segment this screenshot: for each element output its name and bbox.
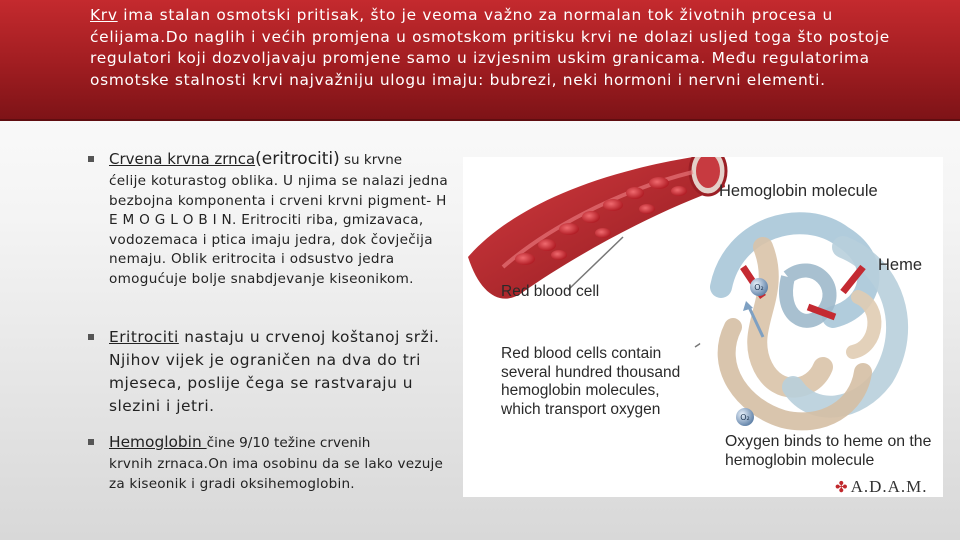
oxygen-sphere xyxy=(750,278,768,296)
rbc-cell xyxy=(595,228,611,238)
bullet-marker xyxy=(88,334,94,340)
leaf-icon: ✤ xyxy=(835,480,849,496)
blood-vessel xyxy=(468,157,726,299)
hemoglobin-figure xyxy=(463,157,943,497)
rbc-cell xyxy=(639,204,655,214)
bullet1-text: ćelije koturastog oblika. U njima se nalazi jedna bezbojna komponenta i crveni krvni pigment- H E M O G L O B I N. Eritrociti riba, gmizavaca, vodozemaca i ptica imaju jedra, dok čovječija nemaju. Oblik eritrocita i odsustvo jedra omogućuje bolje snabdjevanje kiseonikom. xyxy=(109,173,449,287)
oxygen-binds-label: Oxygen binds to heme on the hemoglobin molecule xyxy=(725,433,932,469)
term-hemoglobin: Hemoglobin xyxy=(109,433,207,451)
term-krv: Krv xyxy=(90,6,118,24)
intro-text: ima stalan osmotski pritisak, što je veoma važno za normalan tok životnih procesa u ćelijama.Do naglih i većih promjena u osmotskom pritisku krvi ne dolazi usljed toga što postoje regulatori koji dozvoljavaju promjene samo u izvjesnim uskim granicama. Među regulatorima osmotske stalnosti krvi najvažniju ulogu imaju: bubrezi, neki hormoni i nervni elementi. xyxy=(90,6,890,89)
rbc-cell xyxy=(582,211,600,223)
term-crvena-krvna-zrnca: Crvena krvna zrnca xyxy=(109,150,256,168)
rbc-cell xyxy=(559,223,579,235)
bullet2-text: nastaju u crvenoj koštanoj srži. Njihov vijek je ograničen na dva do tri mjeseca, poslije čega se rastvaraju u slezini i jetri. xyxy=(109,328,440,415)
rbc-cell xyxy=(603,199,623,211)
bullet-marker xyxy=(88,439,94,445)
oxygen-sphere xyxy=(736,408,754,426)
bullet1-lead-tail: su krvne xyxy=(339,152,403,168)
hemoglobin-molecule xyxy=(698,212,918,432)
term-eritrociti: Eritrociti xyxy=(109,328,179,346)
header-banner xyxy=(0,0,960,121)
rbc-cell xyxy=(671,186,687,196)
heme-label: Heme xyxy=(878,256,923,274)
o2-label: O₂ xyxy=(754,283,764,292)
rbc-cell xyxy=(515,253,535,265)
rbc-cell xyxy=(649,177,669,189)
bullet3-lead-tail: čine 9/10 težine crvenih xyxy=(206,435,371,451)
bullet-nastajanje xyxy=(88,326,460,418)
bullet-hemoglobin xyxy=(88,431,460,494)
intro-paragraph xyxy=(90,5,890,91)
rbc-contain-label: Red blood cells contain several hundred thousand hemoglobin molecules, which transport oxygen xyxy=(501,345,681,418)
o2-label: O₂ xyxy=(740,413,750,422)
term-eritrociti-paren: (eritrociti) xyxy=(255,149,340,169)
bullet-eritrociti xyxy=(88,148,460,290)
rbc-cell xyxy=(551,250,567,260)
red-blood-cell-label: Red blood cell xyxy=(501,283,600,300)
figure-title-label: Hemoglobin molecule xyxy=(719,182,878,200)
bullet3-text: krvnih zrnaca.On ima osobinu da se lako vezuje za kiseonik i gradi oksihemoglobin. xyxy=(109,456,444,492)
adam-logo xyxy=(835,477,928,497)
rbc-cell xyxy=(538,239,556,251)
logo-text: A.D.A.M. xyxy=(850,477,928,496)
rbc-cell xyxy=(626,187,644,199)
bullet-marker xyxy=(88,156,94,162)
